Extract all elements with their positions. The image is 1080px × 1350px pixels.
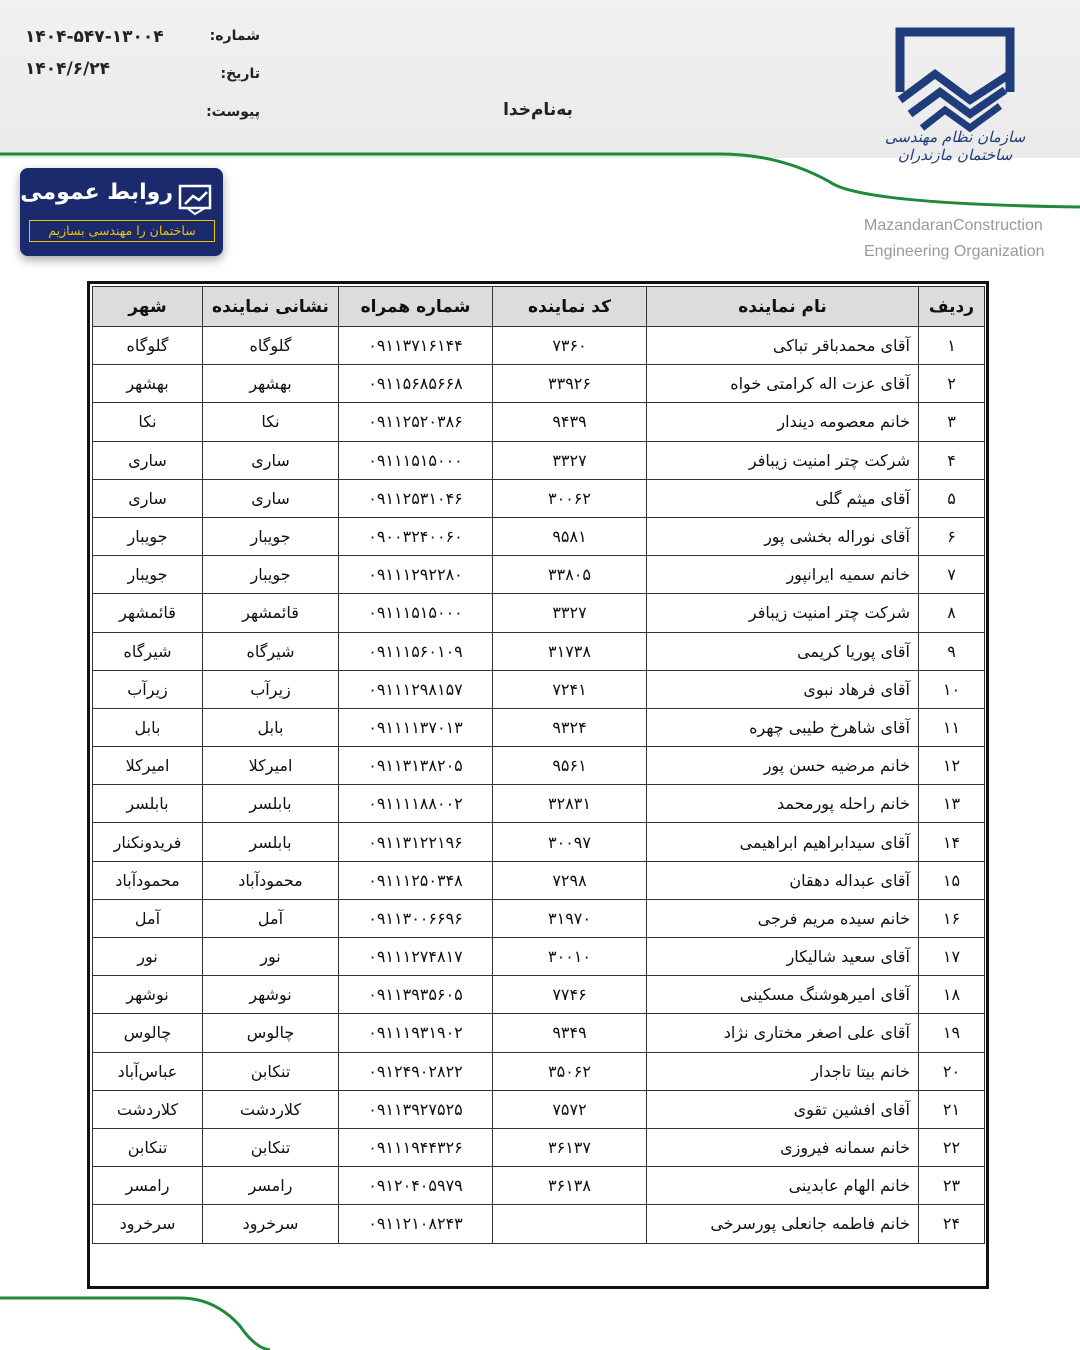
cell-code: ۹۴۳۹ (493, 403, 647, 441)
cell-row-number: ۳ (919, 403, 985, 441)
cell-row-number: ۲۳ (919, 1167, 985, 1205)
cell-name: آقای فرهاد نبوی (647, 670, 919, 708)
cell-row-number: ۷ (919, 556, 985, 594)
cell-code: ۹۳۴۹ (493, 1014, 647, 1052)
cell-mobile: ۰۹۱۱۱۲۹۲۲۸۰ (339, 556, 493, 594)
cell-address: تنکابن (203, 1052, 339, 1090)
table-row (93, 594, 985, 632)
cell-row-number: ۱۷ (919, 938, 985, 976)
cell-mobile: ۰۹۱۱۲۱۰۸۲۴۳ (339, 1205, 493, 1243)
table-row (93, 861, 985, 899)
cell-code: ۳۶۱۳۸ (493, 1167, 647, 1205)
table-row (93, 556, 985, 594)
cell-row-number: ۴ (919, 441, 985, 479)
cell-name: آقای سعید شالیکار (647, 938, 919, 976)
table-row (93, 479, 985, 517)
cell-name: آقای سیدابراهیم ابراهیمی (647, 823, 919, 861)
cell-mobile: ۰۹۱۱۲۵۲۰۳۸۶ (339, 403, 493, 441)
cell-code: ۳۵۰۶۲ (493, 1052, 647, 1090)
cell-name: خانم مرضیه حسن پور (647, 747, 919, 785)
cell-name: خانم معصومه دیندار (647, 403, 919, 441)
cell-city: تنکابن (93, 1128, 203, 1166)
cell-row-number: ۱۸ (919, 976, 985, 1014)
cell-city: بابل (93, 708, 203, 746)
cell-address: بابلسر (203, 785, 339, 823)
cell-city: نور (93, 938, 203, 976)
cell-address: تنکابن (203, 1128, 339, 1166)
table-row (93, 899, 985, 937)
cell-address: محمودآباد (203, 861, 339, 899)
cell-name: شرکت چتر امنیت زیبافر (647, 594, 919, 632)
cell-mobile: ۰۹۱۱۳۱۳۸۲۰۵ (339, 747, 493, 785)
letter-number: ۱۴۰۴-۵۴۷-۱۳۰۰۴ (25, 27, 164, 47)
cell-address: گلوگاه (203, 327, 339, 365)
cell-mobile: ۰۹۱۱۱۹۳۱۹۰۲ (339, 1014, 493, 1052)
header-code: کد نماینده (493, 287, 647, 327)
cell-code: ۷۷۴۶ (493, 976, 647, 1014)
cell-address: بابلسر (203, 823, 339, 861)
cell-city: زیرآب (93, 670, 203, 708)
cell-name: آقای افشین تقوی (647, 1090, 919, 1128)
cell-name: آقای امیرهوشنگ مسکینی (647, 976, 919, 1014)
cell-city: گلوگاه (93, 327, 203, 365)
cell-row-number: ۱۶ (919, 899, 985, 937)
cell-city: کلاردشت (93, 1090, 203, 1128)
cell-code: ۷۵۷۲ (493, 1090, 647, 1128)
cell-city: امیرکلا (93, 747, 203, 785)
cell-city: جویبار (93, 556, 203, 594)
cell-mobile: ۰۹۱۱۱۵۱۵۰۰۰ (339, 441, 493, 479)
cell-city: عباس‌آباد (93, 1052, 203, 1090)
cell-row-number: ۸ (919, 594, 985, 632)
cell-city: سرخرود (93, 1205, 203, 1243)
cell-city: آمل (93, 899, 203, 937)
cell-mobile: ۰۹۰۰۳۲۴۰۰۶۰ (339, 517, 493, 555)
cell-row-number: ۱۰ (919, 670, 985, 708)
cell-city: جویبار (93, 517, 203, 555)
table-body (93, 327, 985, 1244)
organization-name-en-line1: MazandaranConstruction (864, 217, 1043, 234)
cell-mobile: ۰۹۱۱۱۲۹۸۱۵۷ (339, 670, 493, 708)
cell-code: ۹۵۸۱ (493, 517, 647, 555)
cell-code: ۳۳۹۲۶ (493, 365, 647, 403)
table-row (93, 365, 985, 403)
table-row (93, 1205, 985, 1243)
cell-row-number: ۱۳ (919, 785, 985, 823)
cell-name: آقای عبداله دهقان (647, 861, 919, 899)
number-label: شماره: (209, 28, 260, 44)
table-row (93, 823, 985, 861)
cell-row-number: ۲۱ (919, 1090, 985, 1128)
cell-code: ۹۳۲۴ (493, 708, 647, 746)
cell-name: آقای میثم گلی (647, 479, 919, 517)
cell-name: خانم فاطمه جانعلی پورسرخی (647, 1205, 919, 1243)
cell-code (493, 1205, 647, 1243)
organization-name-en-line2: Engineering Organization (864, 243, 1045, 260)
table-row (93, 1014, 985, 1052)
table-row (93, 976, 985, 1014)
cell-address: نکا (203, 403, 339, 441)
cell-mobile: ۰۹۱۱۱۵۱۵۰۰۰ (339, 594, 493, 632)
letter-date: ۱۴۰۴/۶/۲۴ (25, 59, 111, 79)
badge-title: روابط عمومی (20, 180, 173, 205)
date-label: تاریخ: (220, 66, 260, 82)
cell-address: بابل (203, 708, 339, 746)
cell-code: ۷۳۶۰ (493, 327, 647, 365)
table-row (93, 1128, 985, 1166)
cell-name: آقای نوراله بخشی پور (647, 517, 919, 555)
table-row (93, 785, 985, 823)
cell-mobile: ۰۹۱۱۳۹۲۷۵۲۵ (339, 1090, 493, 1128)
cell-mobile: ۰۹۱۱۲۵۳۱۰۴۶ (339, 479, 493, 517)
cell-name: آقای شاهرخ طیبی چهره (647, 708, 919, 746)
cell-row-number: ۱۴ (919, 823, 985, 861)
table-header-row (93, 287, 985, 327)
table-row (93, 403, 985, 441)
cell-name: آقای عزت اله کرامتی خواه (647, 365, 919, 403)
cell-row-number: ۲۲ (919, 1128, 985, 1166)
cell-row-number: ۲ (919, 365, 985, 403)
cell-mobile: ۰۹۱۱۱۹۴۴۳۲۶ (339, 1128, 493, 1166)
cell-address: نور (203, 938, 339, 976)
cell-code: ۳۰۰۹۷ (493, 823, 647, 861)
cell-mobile: ۰۹۱۱۱۵۶۰۱۰۹ (339, 632, 493, 670)
cell-name: خانم راحله پورمحمد (647, 785, 919, 823)
cell-city: ساری (93, 479, 203, 517)
cell-name: آقای پوریا کریمی (647, 632, 919, 670)
cell-address: شیرگاه (203, 632, 339, 670)
cell-mobile: ۰۹۱۱۳۱۲۲۱۹۶ (339, 823, 493, 861)
cell-row-number: ۱ (919, 327, 985, 365)
table-row (93, 1090, 985, 1128)
cell-mobile: ۰۹۱۲۰۴۰۵۹۷۹ (339, 1167, 493, 1205)
cell-mobile: ۰۹۱۱۳۹۳۵۶۰۵ (339, 976, 493, 1014)
table-row (93, 1052, 985, 1090)
cell-name: آقای علی اصغر مختاری نژاد (647, 1014, 919, 1052)
cell-city: قائمشهر (93, 594, 203, 632)
cell-address: زیرآب (203, 670, 339, 708)
cell-code: ۳۰۰۱۰ (493, 938, 647, 976)
cell-address: جویبار (203, 556, 339, 594)
public-relations-badge (20, 168, 223, 256)
cell-city: بابلسر (93, 785, 203, 823)
header-mobile: شماره همراه (339, 287, 493, 327)
cell-address: جویبار (203, 517, 339, 555)
cell-mobile: ۰۹۱۲۴۹۰۲۸۲۲ (339, 1052, 493, 1090)
cell-mobile: ۰۹۱۱۱۲۷۴۸۱۷ (339, 938, 493, 976)
table-row (93, 517, 985, 555)
handshake-icon (177, 182, 213, 218)
cell-row-number: ۵ (919, 479, 985, 517)
cell-city: بهشهر (93, 365, 203, 403)
header-row-number: ردیف (919, 287, 985, 327)
cell-address: آمل (203, 899, 339, 937)
table-row (93, 327, 985, 365)
cell-address: سرخرود (203, 1205, 339, 1243)
cell-mobile: ۰۹۱۱۳۷۱۶۱۴۴ (339, 327, 493, 365)
cell-code: ۳۰۰۶۲ (493, 479, 647, 517)
cell-row-number: ۲۴ (919, 1205, 985, 1243)
badge-subtitle: ساختمان را مهندسی بسازیم (29, 220, 215, 242)
cell-row-number: ۱۹ (919, 1014, 985, 1052)
header-address: نشانی نماینده (203, 287, 339, 327)
table-row (93, 1167, 985, 1205)
cell-row-number: ۲۰ (919, 1052, 985, 1090)
cell-name: خانم الهام عابدینی (647, 1167, 919, 1205)
cell-mobile: ۰۹۱۱۱۱۳۷۰۱۳ (339, 708, 493, 746)
footer-divider (0, 1296, 1080, 1350)
cell-address: بهشهر (203, 365, 339, 403)
cell-code: ۳۶۱۳۷ (493, 1128, 647, 1166)
cell-name: خانم بیتا تاجدار (647, 1052, 919, 1090)
header-city: شهر (93, 287, 203, 327)
cell-row-number: ۱۵ (919, 861, 985, 899)
cell-code: ۳۳۸۰۵ (493, 556, 647, 594)
cell-code: ۳۳۲۷ (493, 594, 647, 632)
cell-address: رامسر (203, 1167, 339, 1205)
organization-name-fa: سازمان نظام مهندسی ساختمان مازندران (884, 128, 1026, 164)
cell-city: محمودآباد (93, 861, 203, 899)
cell-name: خانم سمانه فیروزی (647, 1128, 919, 1166)
cell-mobile: ۰۹۱۱۵۶۸۵۶۶۸ (339, 365, 493, 403)
header-name: نام نماینده (647, 287, 919, 327)
cell-row-number: ۹ (919, 632, 985, 670)
cell-city: فریدونکنار (93, 823, 203, 861)
representatives-table (92, 286, 985, 1244)
cell-name: شرکت چتر امنیت زیبافر (647, 441, 919, 479)
cell-code: ۳۱۹۷۰ (493, 899, 647, 937)
cell-name: خانم سمیه ایرانپور (647, 556, 919, 594)
cell-code: ۷۲۹۸ (493, 861, 647, 899)
cell-mobile: ۰۹۱۱۳۰۰۶۶۹۶ (339, 899, 493, 937)
cell-city: شیرگاه (93, 632, 203, 670)
cell-mobile: ۰۹۱۱۱۱۸۸۰۰۲ (339, 785, 493, 823)
table-row (93, 670, 985, 708)
cell-city: ساری (93, 441, 203, 479)
table-row (93, 747, 985, 785)
cell-city: چالوس (93, 1014, 203, 1052)
cell-city: نوشهر (93, 976, 203, 1014)
cell-address: امیرکلا (203, 747, 339, 785)
cell-row-number: ۶ (919, 517, 985, 555)
attachment-label: پیوست: (206, 104, 260, 120)
cell-city: نکا (93, 403, 203, 441)
cell-address: چالوس (203, 1014, 339, 1052)
cell-mobile: ۰۹۱۱۱۲۵۰۳۴۸ (339, 861, 493, 899)
cell-address: نوشهر (203, 976, 339, 1014)
cell-name: آقای محمدباقر تباکی (647, 327, 919, 365)
cell-row-number: ۱۱ (919, 708, 985, 746)
table-row (93, 632, 985, 670)
cell-name: خانم سیده مریم فرجی (647, 899, 919, 937)
cell-code: ۷۲۴۱ (493, 670, 647, 708)
cell-code: ۳۱۷۳۸ (493, 632, 647, 670)
cell-address: ساری (203, 441, 339, 479)
cell-row-number: ۱۲ (919, 747, 985, 785)
table-row (93, 938, 985, 976)
cell-code: ۳۲۸۳۱ (493, 785, 647, 823)
cell-address: قائمشهر (203, 594, 339, 632)
table-row (93, 708, 985, 746)
cell-address: کلاردشت (203, 1090, 339, 1128)
table-row (93, 441, 985, 479)
cell-code: ۹۵۶۱ (493, 747, 647, 785)
cell-city: رامسر (93, 1167, 203, 1205)
cell-code: ۳۳۲۷ (493, 441, 647, 479)
basmala-heading: به‌نام‌خدا (503, 100, 573, 120)
cell-address: ساری (203, 479, 339, 517)
